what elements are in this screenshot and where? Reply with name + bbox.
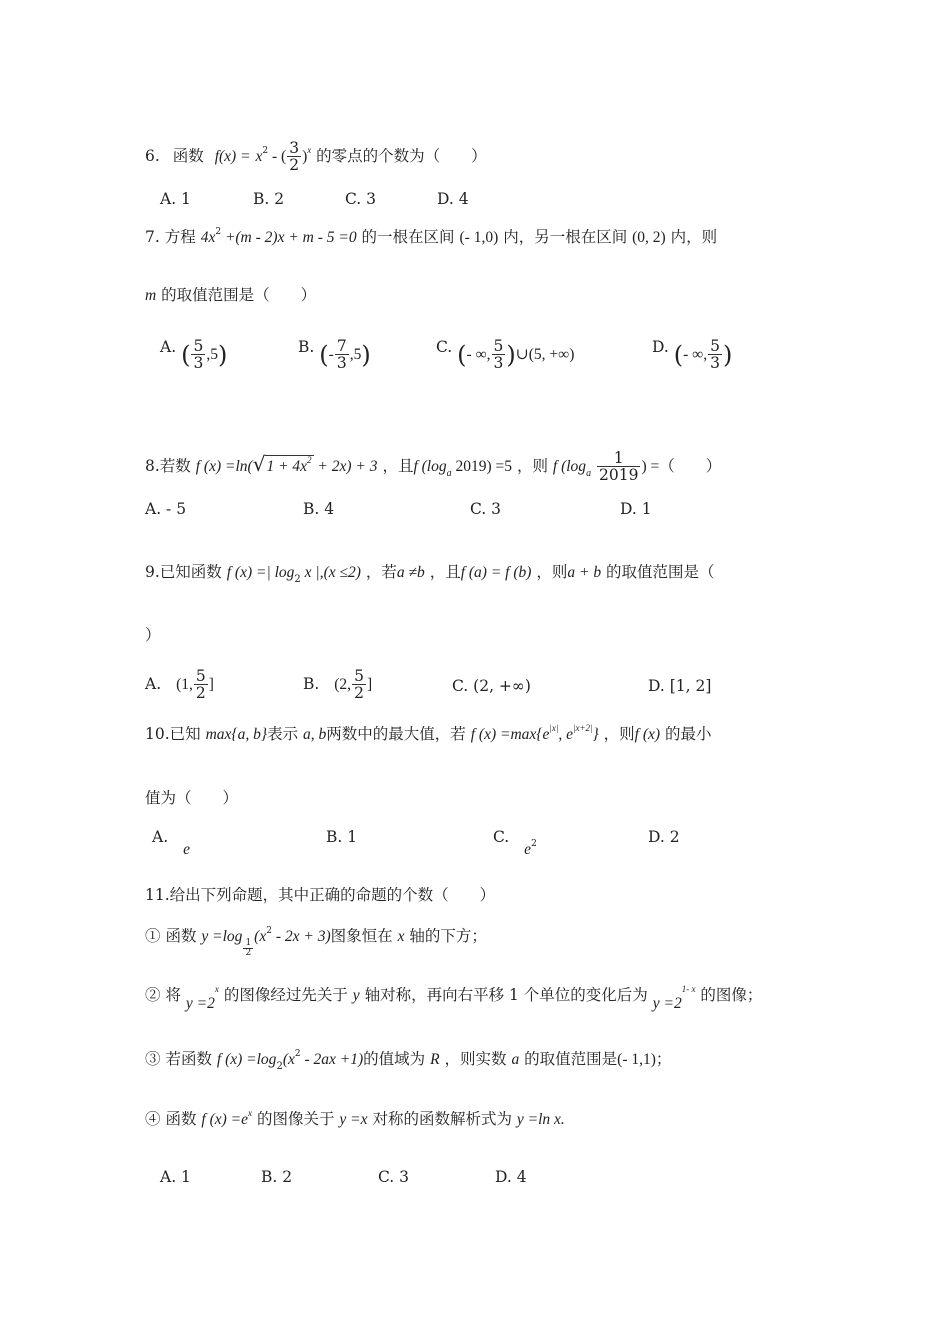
q8-func-a: f (x) =ln( [195,457,253,475]
q6-fx: (x) = [219,147,251,165]
q8-prefix: 若数 [159,456,191,475]
q7-opt-d-pre: - ∞, [683,345,708,363]
q7-opt-b-pre: - [328,345,334,363]
q11-option-c: C. 3 [378,1168,410,1186]
question-7 [145,227,718,246]
q8-sub-a: a [446,467,452,479]
q10-mid2: 两数中的最大值，若 [326,725,466,743]
q11-proposition-2 [145,984,763,1012]
q9-cond2: f (a) = f (b) [460,564,532,581]
q6-number: 6. [145,146,160,165]
q7-opt-a-open: ( [181,340,191,369]
q8-fraction [597,450,640,484]
q10-line2: 值为（ ） [145,789,239,807]
q8-sqrt-in: 1 + 4x [266,457,308,475]
q11-p1-x: x [397,928,405,945]
q10-opt-c-expr [524,840,537,858]
q11-p1-base-num: 1 [245,937,252,948]
q10-end: 的最小 [664,725,712,743]
q9-func: f (x) =| log [226,564,295,581]
question-6 [145,140,487,174]
q11-p3-int: (- 1,1) [617,1051,656,1068]
q10-opt-a-label: A. [152,828,169,846]
q9-func2: x |,(x ≤2) [300,564,361,581]
q11-p3-arg: (x [282,1051,295,1068]
q11-p2-mid: 的图像经过先关于 [223,986,348,1004]
q7-opt-a-rest: ,5 [206,345,218,363]
q11-p1-base-den: 2 [245,948,252,958]
q7-opt-b-rest: ,5 [349,345,362,363]
q10-func: f (x) =max{e [470,726,550,743]
q6-prefix: 函数 [172,146,204,165]
q7-opt-b-den: 3 [336,354,347,373]
q6-x: x [255,147,263,165]
q10-func3: } [592,726,599,743]
q7-sq: 2 [215,227,222,237]
q11-p3-pre: 若函数 [165,1050,212,1068]
q7-option-d [652,338,732,372]
q11-p3-mid: 的值域为 [363,1050,426,1068]
q7-option-a [160,338,227,372]
q11-p1-func: y =log [201,928,243,945]
q7-opt-d-frac [708,338,722,372]
q11-p1-mark: ① [145,927,161,945]
q8-cond-a: f (log [413,457,447,475]
q8-mid2: ，则 [516,456,548,475]
q8-frac-num: 1 [597,450,640,467]
q11-p1-sq: 2 [266,926,272,936]
q7-opt-b-num: 7 [336,337,347,355]
q10-opt-c-sup: 2 [531,839,537,849]
q7-opt-c-open: ( [457,340,467,369]
q9-opt-a-pre: (1, [176,675,193,693]
question-8 [145,450,721,484]
q11-option-b: B. 2 [261,1168,293,1186]
q9-opt-b-rest: ] [366,675,373,693]
q8-ask-b: ) =（ ） [641,457,722,475]
q8-number: 8. [145,456,160,475]
q7-opt-a-label: A. [160,338,177,356]
q11-p4-mark: ④ [145,1110,161,1128]
q8-sqrt-sign: √ [252,451,266,476]
q8-frac-den: 2019 [599,466,639,485]
q7-var-m: m [145,287,157,304]
q9-opt-b-label: B. [303,674,320,693]
q7-opt-d-label: D. [652,338,669,356]
q6-f: f [214,147,219,165]
q11-p2-sup2: 1- x [681,984,696,994]
q6-frac-den: 2 [289,156,300,175]
question-9 [145,563,715,585]
q11-p4-func: f (x) =e [201,1111,249,1128]
q10-number: 10. [145,725,170,743]
q11-p1-base [243,939,253,959]
q9-cond: a ≠b [396,564,425,581]
q7-opt-b-frac [335,338,349,372]
q9-option-a [145,668,214,702]
q11-p1-mid: 图象恒在 [330,927,393,945]
q7-opt-b-close: ) [361,340,371,369]
q11-p2-sup: x [214,984,219,994]
q7-eq2: +(m - 2)x + m - 5 =0 [221,229,357,246]
q7-opt-d-num: 5 [710,337,720,355]
q11-p2-y: y [352,987,360,1004]
q11-p3-R: R [430,1051,440,1068]
q6-minus: - ( [268,147,287,165]
q11-proposition-4 [145,1108,565,1128]
q9-mid: ，若 [365,563,397,581]
q10-sup2: |x+2| [572,723,593,733]
q7-opt-a-num: 5 [193,337,204,355]
question-10 [145,723,712,743]
q10-option-c [493,828,537,858]
q11-option-a: A. 1 [160,1168,191,1186]
q6-option-b: B. 2 [253,190,285,208]
q11-p2-end: 的图像； [700,986,763,1004]
q10-mid3: ，则 [603,725,635,743]
q9-prefix: 已知函数 [159,563,222,581]
q11-p1-pre: 函数 [165,927,197,945]
q7-line-2 [145,288,316,304]
q8-option-b: B. 4 [303,500,335,518]
q7-opt-a-frac [191,338,205,372]
q7-prefix: 方程 [164,228,196,246]
q10-opt-a-val: e [183,841,190,858]
q7-number: 7. [145,228,160,246]
q8-cond-b: 2019) =5 [451,457,513,475]
q7-opt-a-den: 3 [193,354,204,373]
q7-opt-c-den: 3 [493,354,504,373]
q9-opt-a-den: 2 [195,684,206,703]
q11-proposition-1 [145,926,487,958]
q9-mid2: ，且 [429,563,461,581]
q7-opt-b-label: B. [298,338,315,356]
q7-mid: 的一根在区间 [361,228,455,246]
q6-fraction [287,140,301,174]
q6-option-d: D. 4 [437,190,469,208]
q7-end: 内，则 [670,228,718,246]
q11-proposition-3 [145,1049,672,1072]
q8-option-c: C. 3 [470,500,502,518]
q9-option-d: D. [1, 2] [648,677,712,695]
q8-option-a: A. - 5 [145,500,187,518]
q7-opt-a-close: ) [217,340,228,369]
q9-end: 的取值范围是（ [606,563,715,581]
q7-mid2: 内，另一根在区间 [503,228,628,246]
q11-p3-mid2: ，则实数 [444,1050,507,1068]
q11-p3-mid3: 的取值范围是 [524,1050,618,1068]
q11-p2-func: y =2 [185,995,215,1012]
q8-sub-a2: a [586,467,592,479]
q11-p2-mid2: 轴对称，再向右平移 1 个单位的变化后为 [364,986,648,1004]
q6-option-a: A. 1 [160,190,191,208]
q11-p3-a: a [511,1051,520,1068]
q9-option-c: C. (2, +∞) [452,677,531,695]
q10-opt-c-label: C. [493,828,510,846]
q11-p4-pre: 函数 [165,1110,197,1128]
q9-opt-a-num: 5 [195,667,206,685]
q9-opt-b-num: 5 [354,667,364,685]
q10-fx: f (x) [634,726,661,743]
q7-option-c [436,338,574,372]
q7-opt-d-den: 3 [710,354,720,373]
q7-interval-1: (- 1,0) [459,229,499,246]
q7-opt-c-pre: - ∞, [466,345,491,363]
q10-ab: a, b [303,726,327,743]
q9-opt-b-den: 2 [354,684,364,703]
q10-option-b: B. 1 [326,828,358,846]
q11-p3-sub: 2 [276,1061,283,1072]
q11-p4-sup: x [248,1108,253,1118]
q10-prefix: 已知 [169,725,201,743]
q6-post: 的零点的个数为（ ） [316,146,487,165]
q7-eq: 4x [200,229,216,246]
q11-p2-mark: ② [145,986,161,1004]
q7-opt-c-rest: ∪(5, +∞) [515,345,575,363]
q11-p2-pre: 将 [165,986,181,1004]
q8-sqrt [265,455,313,475]
q11-p1-arg: (x [254,928,267,945]
q11-p3-arg2: - 2ax +1) [300,1051,364,1068]
q8-ask-a: f (log [552,457,587,475]
q9-line2: ） [145,626,161,644]
q9-opt-b-frac [352,668,366,702]
q11-p1-arg2: - 2x + 3) [271,928,331,945]
q11-p3-mark: ③ [145,1050,161,1068]
q9-number: 9. [145,563,160,581]
q7-line2: 的取值范围是（ ） [161,286,317,304]
q11-option-d: D. 4 [495,1168,527,1186]
q8-option-d: D. 1 [620,500,652,518]
q9-sum: a + b [567,564,602,581]
q9-opt-a-rest: ] [208,675,214,693]
q8-sq: 2 [307,454,312,465]
q9-mid3: ，则 [536,563,568,581]
q7-opt-d-close: ) [722,340,733,369]
q10-option-a [152,828,190,858]
q6-sq: 2 [262,145,269,156]
q6-close: ) [302,147,308,165]
q9-opt-b-pre: (2, [334,675,352,693]
q9-opt-a-label: A. [145,674,162,693]
q11-p2-func2: y =2 [652,995,682,1012]
q9-option-b [303,668,372,702]
q9-sub: 2 [294,574,301,585]
q7-option-b [298,338,371,372]
q8-mid: ，且 [382,456,414,475]
q10-sup1: |x| [549,723,559,733]
q10-option-d: D. 2 [648,828,680,846]
q11-p4-mid2: 对称的函数解析式为 [372,1110,512,1128]
q11-p4-ans: y =ln x. [516,1111,565,1128]
q10-func2: , e [558,726,573,743]
q11-p3-func: f (x) =log [216,1051,277,1068]
q7-opt-c-label: C. [436,338,453,356]
q7-interval-2: (0, 2) [632,229,666,246]
q11-p4-mid: 的图像关于 [256,1110,335,1128]
q10-opt-c-val: e [524,841,532,858]
q7-opt-c-num: 5 [493,337,504,355]
q7-opt-d-open: ( [673,340,684,369]
q11-p3-sq: 2 [294,1049,301,1059]
q9-opt-a-frac [194,668,208,702]
q8-sqrt-rest: + 2x) + 3 [313,457,378,475]
q6-option-c: C. 3 [345,190,377,208]
q7-opt-b-open: ( [319,340,329,369]
q7-opt-c-close: ) [506,340,516,369]
q7-opt-c-frac [492,338,506,372]
q10-mid: 表示 [267,725,299,743]
q11-p3-end: ； [655,1050,672,1068]
q11-p4-line: y =x [339,1111,368,1128]
q10-max: max{a, b} [205,726,268,743]
q11-title: 11.给出下列命题，其中正确的命题的个数（ ） [145,886,496,904]
q6-frac-num: 3 [289,139,300,157]
q11-p1-end: 轴的下方； [409,927,487,945]
q6-supx: x [307,144,312,155]
